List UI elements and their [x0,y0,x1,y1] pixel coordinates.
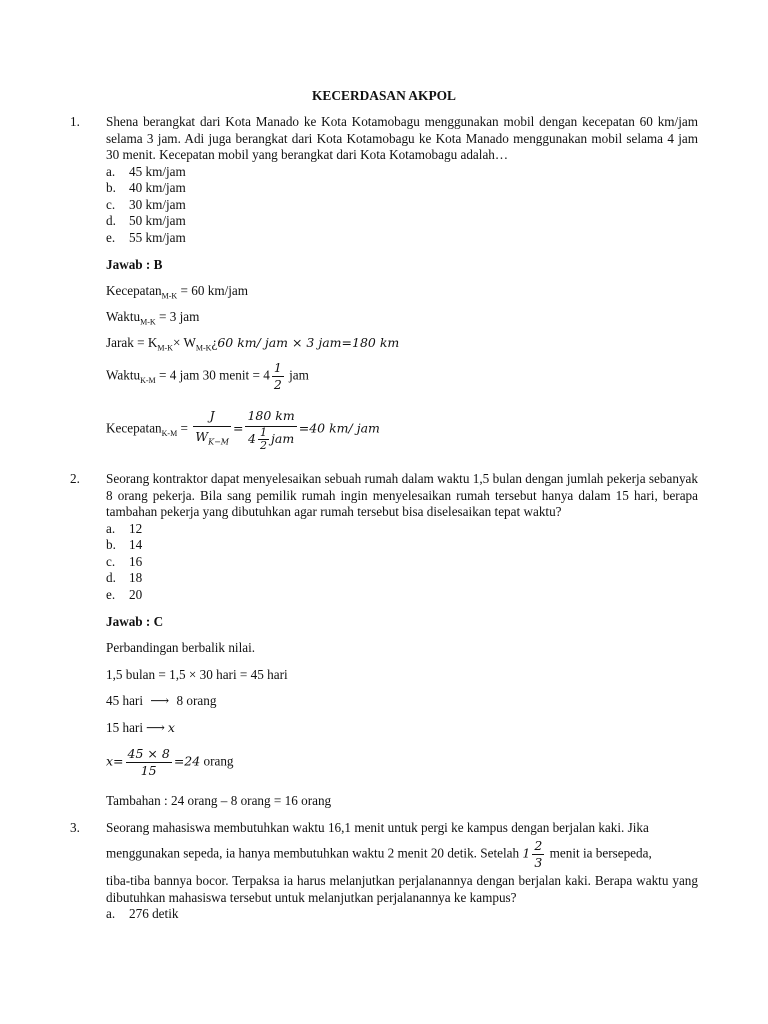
option-text: 14 [129,537,143,552]
option-text: 40 km/jam [129,180,186,195]
option-text: 18 [129,570,143,585]
step-unit: orang [200,753,234,769]
question-number: 2. [70,471,80,486]
step-unit: jam [270,431,295,447]
solution-step: Tambahan : 24 orang – 8 orang = 16 orang [106,793,332,808]
option-letter: e. [106,587,116,602]
step-subscript: K-M [161,428,178,438]
mixed-whole: 4 [248,431,256,447]
solution-step [106,360,309,393]
fraction-denominator: 3 [534,855,543,870]
step-label: × W [172,335,196,350]
option-text: 12 [129,521,143,536]
step-result: =40 km/ jam [298,420,380,436]
step-subscript: M-K [157,343,173,353]
answer-label: Jawab : B [106,257,163,272]
option-letter: a. [106,521,116,536]
question-text-part: menit ia bersepeda, [549,845,652,861]
fraction [532,838,544,871]
question-number: 3. [70,820,80,835]
fraction [272,360,284,393]
fraction [126,746,172,779]
option [106,906,178,923]
solution-step [106,309,199,327]
step-unit: jam [285,367,309,383]
option-letter: c. [106,554,116,569]
step-symbol: = [177,420,188,436]
fraction-numerator: 2 [534,838,543,853]
step-label: Waktu [106,309,141,324]
solution-step: Perbandingan berbalik nilai. [106,640,256,655]
step-value: = 3 jam [155,309,200,324]
solution-step [106,746,234,779]
option [106,521,142,538]
option [106,197,186,214]
answer-label: Jawab : C [106,614,164,629]
option-letter: e. [106,230,116,245]
mixed-whole: 1 [522,845,531,861]
page-title: KECERDASAN AKPOL [312,88,456,103]
option [106,570,142,587]
denominator-symbol: W [195,429,209,444]
option [106,554,142,571]
arrow-icon: ⟶ [150,693,170,708]
solution-step [106,720,175,736]
step-label: Jarak = K [106,335,158,350]
option-letter: c. [106,197,116,212]
solution-step [106,335,399,353]
option-text: 276 detik [129,906,179,921]
fraction [193,406,231,453]
question-text [106,838,698,871]
step-formula: x= [106,753,124,769]
fraction-numerator: 1 [273,360,282,375]
step-value: = 4 jam 30 menit = 4 [155,367,270,383]
step-result: =24 [173,753,201,769]
step-label: 45 hari [106,693,143,708]
fraction-numerator: 45 × 8 [127,746,170,761]
step-label: Kecepatan [106,420,162,436]
step-label: Waktu [106,367,141,383]
fraction-denominator [193,427,231,453]
option-text: 16 [129,554,143,569]
question-text: tiba-tiba bannya bocor. Terpaksa ia harus melanjutkan perjalanannya dengan berjalan kaki. Berapa waktu yang dibutuhkan mahasiswa tersebut untuk melanjutkan perjalanannya ke kampus? [106,873,698,905]
step-label: Kecepatan [106,283,162,298]
option-letter: a. [106,906,116,921]
option-letter: b. [106,180,116,195]
fraction-denominator: 15 [140,763,157,778]
solution-step [106,693,216,709]
question-number: 1. [70,114,80,129]
fraction-denominator: 2 [273,377,282,392]
fraction-numerator: J [193,406,231,427]
solution-step: Kecepatan$_{K-M}$ = $\frac{J}{W_{K-M}}$ = 180 km 4 $\frac{1}{2}$ jam =40 km/ jam [106,408,380,453]
arrow-icon: ⟶ [146,720,165,735]
fraction [245,406,296,452]
option-text: 50 km/jam [129,213,186,228]
step-label: 15 hari [106,720,143,735]
option-text: 20 [129,587,143,602]
question-text: Shena berangkat dari Kota Manado ke Kota Kotamobagu menggunakan mobil dengan kecepatan 60 km/jam selama 3 jam. Adi juga berangkat dari Kota Kotamobagu ke Kota Manado menggunakan mobil selama 4 jam 30 menit. Kecepatan mobil yang berangkat dari Kota Kotamobagu adalah… [106,114,698,163]
question-text: Seorang kontraktor dapat menyelesaikan sebuah rumah dalam waktu 1,5 bulan dengan jumlah pekerja sebanyak 8 orang pekerja. Bila sang pemilik rumah ingin menyelesaikan rumah tersebut hanya dalam 15 hari, berapa tambahan pekerja yang dibutuhkan agar rumah tersebut bisa diselesaikan tepat waktu? [106,471,698,520]
option-letter: d. [106,570,116,585]
fraction-numerator: 180 km [245,406,296,427]
option [106,164,186,181]
step-subscript: K-M [140,376,156,386]
option [106,180,186,197]
fraction [258,427,269,452]
question-text-part: menggunakan sepeda, ia hanya membutuhkan waktu 2 menit 20 detik. Setelah [106,845,520,861]
option [106,230,186,247]
question-text: Seorang mahasiswa membutuhkan waktu 16,1 menit untuk pergi ke kampus dengan berjalan kaki. Jika [106,820,649,835]
option-letter: a. [106,164,116,179]
option-letter: d. [106,213,116,228]
option [106,537,142,554]
option-text: 55 km/jam [129,230,186,245]
fraction-numerator: 1 [259,426,267,440]
option-text: 30 km/jam [129,197,186,212]
step-subscript: M-K [195,343,212,353]
step-value: = 60 km/jam [177,283,249,298]
fraction-denominator [245,427,296,452]
step-formula: 60 km/ jam × 3 jam=180 km [217,335,400,350]
option-text: 45 km/jam [129,164,186,179]
solution-step: 1,5 bulan = 1,5 × 30 hari = 45 hari [106,667,288,682]
denominator-subscript: K−M [208,437,229,447]
step-symbol: ¿ [211,335,218,350]
solution-step [106,283,248,301]
step-subscript: M-K [161,291,178,301]
fraction-denominator: 2 [259,439,267,453]
option [106,587,142,604]
option [106,213,186,230]
step-value: x [167,720,175,735]
option-letter: b. [106,537,116,552]
step-value: 8 orang [176,693,217,708]
step-subscript: M-K [140,317,156,327]
